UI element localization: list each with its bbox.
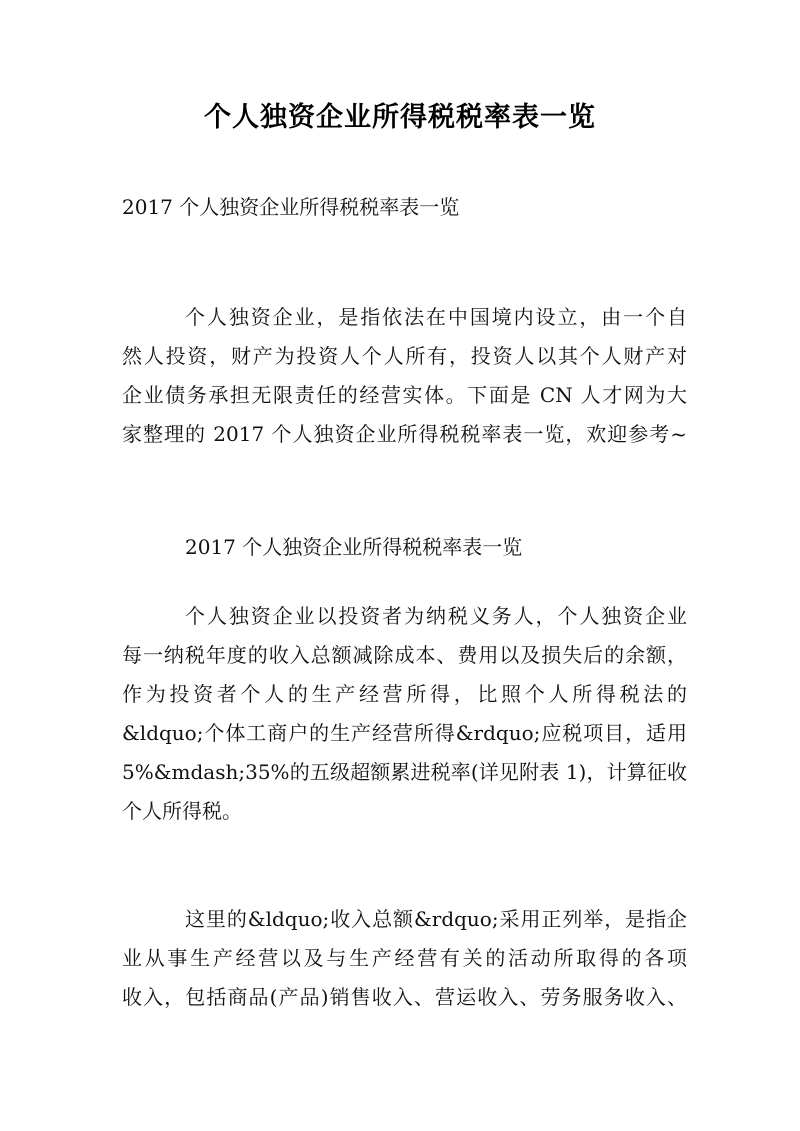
section-heading: 2017 个人独资企业所得税税率表一览 — [185, 535, 523, 559]
para1-line-2: 每一纳税年度的收入总额减除成本、费用以及损失后的余额， — [122, 643, 687, 667]
document-subtitle: 2017 个人独资企业所得税税率表一览 — [122, 195, 460, 219]
intro-line-2: 然人投资，财产为投资人个人所有，投资人以其个人财产对 — [122, 344, 687, 368]
para1-line-6: 个人所得税。 — [122, 799, 242, 823]
intro-line-4: 家整理的 2017 个人独资企业所得税税率表一览，欢迎参考~ — [122, 422, 687, 446]
intro-line-1: 个人独资企业，是指依法在中国境内设立，由一个自 — [185, 305, 687, 329]
para1-line-5: 5%&mdash;35%的五级超额累进税率(详见附表 1)，计算征收 — [122, 760, 687, 784]
para1-line-1: 个人独资企业以投资者为纳税义务人，个人独资企业 — [185, 604, 687, 628]
document-title: 个人独资企业所得税税率表一览 — [204, 102, 596, 133]
para2-line-1: 这里的&ldquo;收入总额&rdquo;采用正列举，是指企 — [185, 907, 687, 931]
para2-line-3: 收入，包括商品(产品)销售收入、营运收入、劳务服务收入、 — [122, 985, 687, 1009]
intro-line-3: 企业债务承担无限责任的经营实体。下面是 CN 人才网为大 — [122, 383, 687, 407]
para2-line-2: 业从事生产经营以及与生产经营有关的活动所取得的各项 — [122, 946, 687, 970]
para1-line-4: &ldquo;个体工商户的生产经营所得&rdquo;应税项目，适用 — [122, 721, 687, 745]
para1-line-3: 作为投资者个人的生产经营所得，比照个人所得税法的 — [122, 682, 687, 706]
